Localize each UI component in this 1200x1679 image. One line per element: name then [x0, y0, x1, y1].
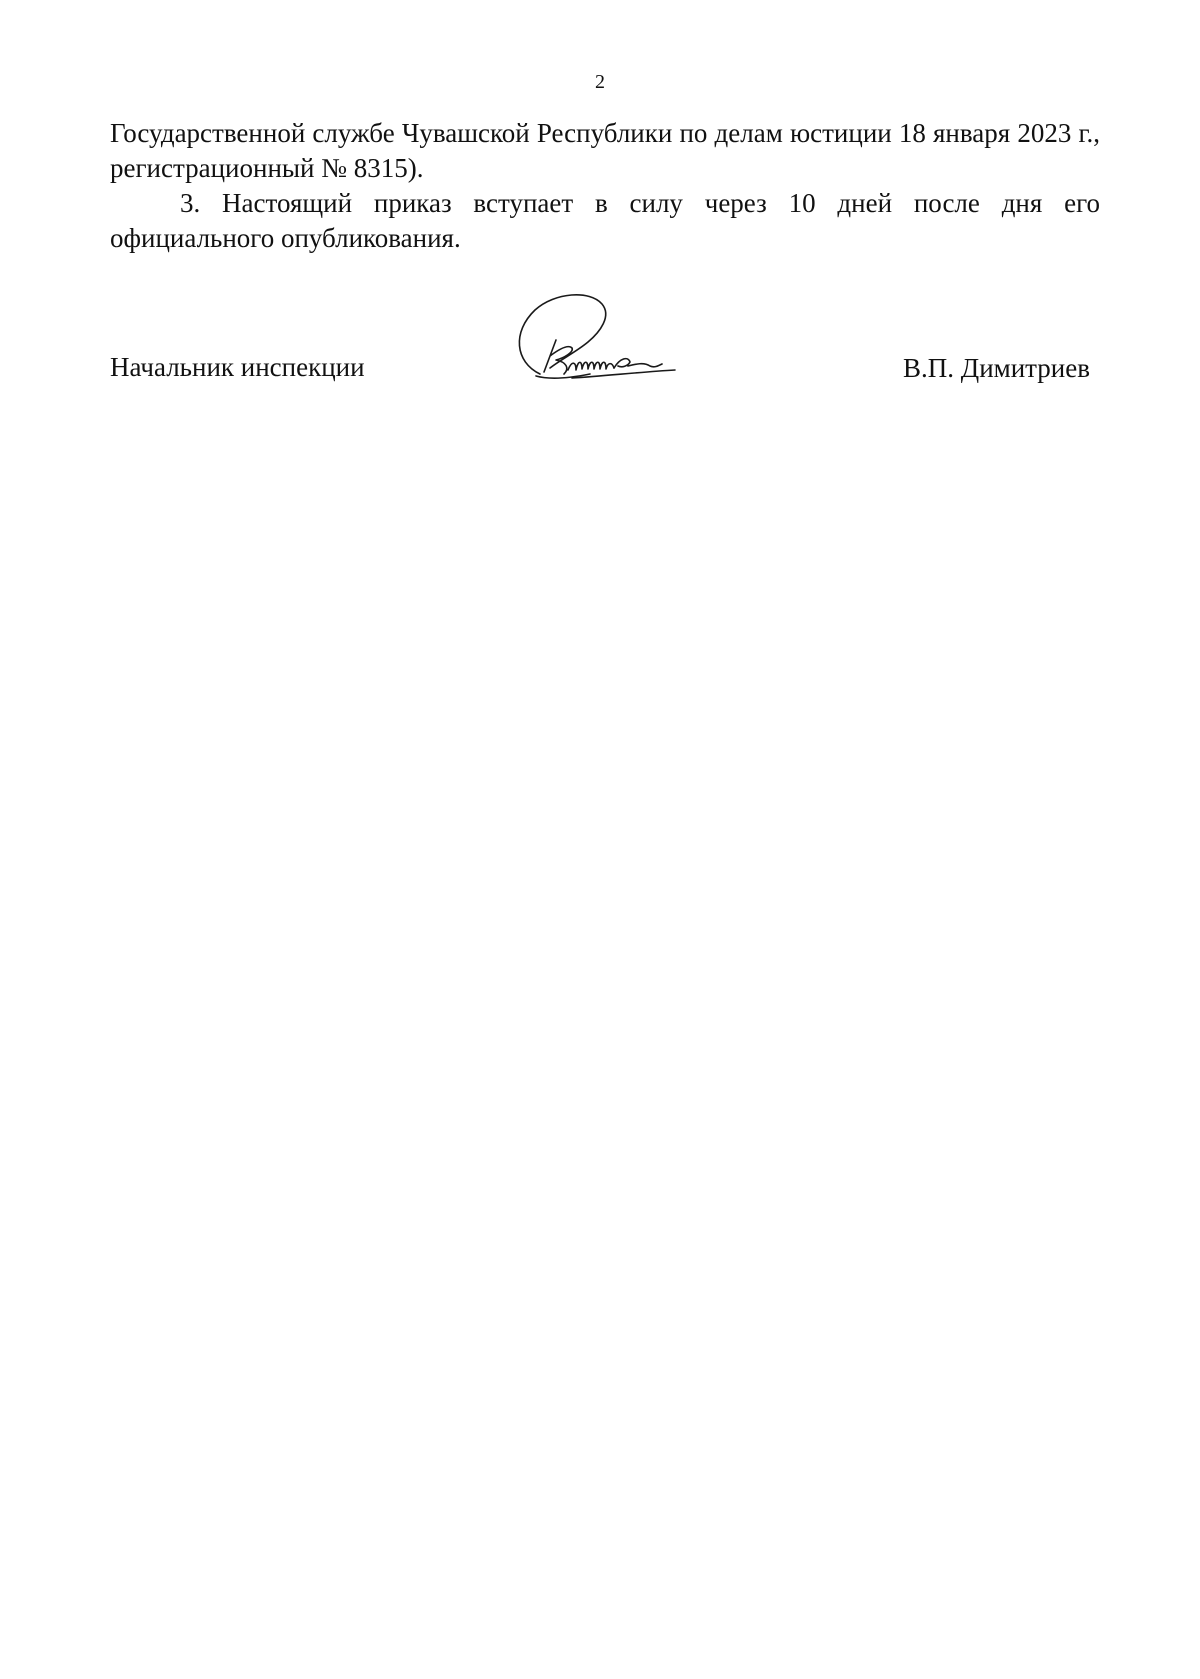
document-body [110, 116, 1100, 256]
paragraph-continued: Государственной службе Чувашской Республики по делам юстиции 18 января 2023 г., регистрационный № 8315). [110, 118, 1100, 183]
signatory-position: Начальник инспекции [110, 352, 365, 382]
handwritten-signature-icon [510, 292, 685, 392]
signature-block [110, 292, 1100, 412]
signatory-name: В.П. Димитриев [903, 353, 1090, 383]
paragraph-3: 3. Настоящий приказ вступает в силу через 10 дней после дня его официального опубликования. [110, 188, 1100, 253]
page-number: 2 [595, 71, 605, 93]
